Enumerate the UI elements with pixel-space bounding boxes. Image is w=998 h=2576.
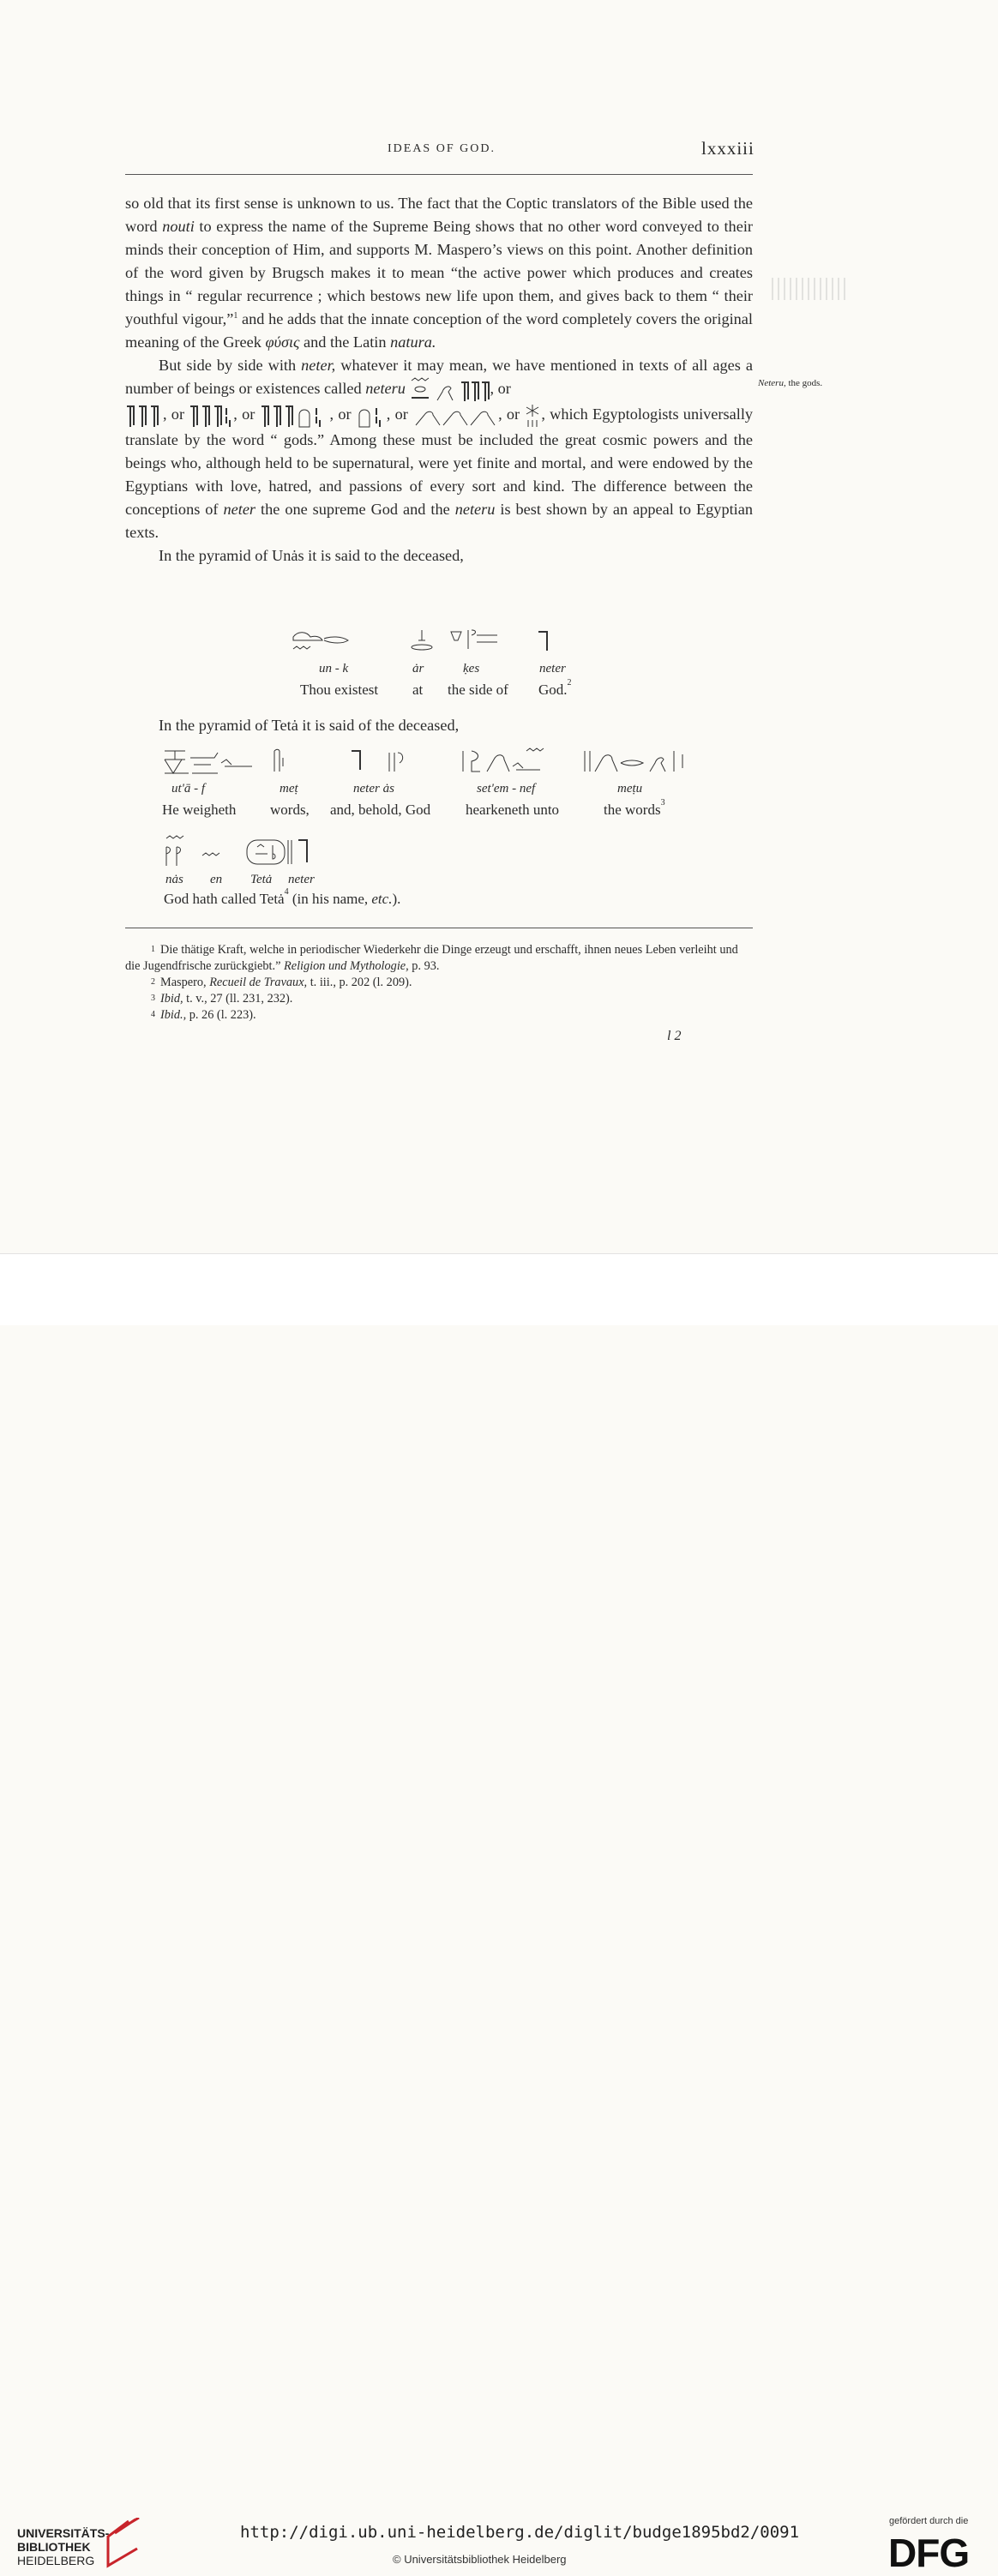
translation-unas-3: the side of xyxy=(448,682,508,698)
header-rule xyxy=(125,174,753,175)
margin-note: Neteru, the gods. xyxy=(758,378,823,388)
translit-teta-3: neter ȧs xyxy=(353,782,394,796)
viewer-footer xyxy=(0,1253,998,2575)
funding-caption: gefördert durch die xyxy=(889,2516,969,2526)
hieroglyph-neteru-2 xyxy=(125,403,163,429)
hieroglyph-neteru-4 xyxy=(260,403,330,429)
footnote-2: $^2$ Maspero, Recueil de Travaux, t. iii., p. 202 (l. 209). xyxy=(151,976,412,989)
signature-mark: l 2 xyxy=(667,1029,682,1043)
translit-teta-7: en xyxy=(210,873,223,886)
translit-teta-2: meṭ xyxy=(280,782,298,796)
translit-teta-8: Tetȧ xyxy=(250,873,273,886)
translation-teta-1: He weigheth xyxy=(162,802,237,818)
translit-unas-3: ḳes xyxy=(463,662,480,676)
translit-teta-4: set'em - nef xyxy=(477,782,536,796)
translit-teta-6: nȧs xyxy=(165,873,183,886)
translation-teta-4: hearkeneth unto xyxy=(466,802,560,818)
page-number: lxxxiii xyxy=(701,138,755,159)
hieroglyph-neteru-falcons xyxy=(412,403,498,429)
paragraph-4: In the pyramid of Tetȧ it is said of the deceased, xyxy=(159,717,460,734)
permalink-url[interactable]: http://digi.ub.uni-heidelberg.de/diglit/budge1895bd2/0091 xyxy=(240,2523,800,2542)
paragraph-2: But side by side with neter, whatever it may mean, we have mentioned in texts of all ages a number of beings or existences called neteru , or , or , or , or , or , or , which Egyptologists universally translate by the word “ gods.” Among these must be included the great cosmic powers and the beings who, although held to be supernatural, were yet finite and mortal, and were endowed by the Egyptians with love, hatred, and passions of every sort and kind. The difference between the conceptions of neter the one supreme God and the neteru is best shown by an appeal to Egyptian texts. xyxy=(125,357,754,541)
translit-unas-1: un - k xyxy=(319,662,349,676)
translit-teta-1: ut'ā - f xyxy=(171,782,206,796)
hieroglyph-neteru-5 xyxy=(356,403,387,429)
hieroglyph-line-teta-1 xyxy=(161,746,710,777)
hieroglyph-neteru-star xyxy=(524,403,541,429)
translit-unas-4: neter xyxy=(539,662,566,676)
hieroglyph-line-teta-2 xyxy=(161,832,324,869)
translit-unas-2: ȧr xyxy=(412,662,424,676)
translit-teta-5: meṭu xyxy=(617,782,643,796)
translation-teta-5: the words$^3$ xyxy=(604,798,665,818)
paragraph-3: In the pyramid of Unȧs it is said to the deceased, xyxy=(159,547,464,564)
translation-unas-1: Thou existest xyxy=(300,682,379,698)
library-logo[interactable]: UNIVERSITÄTS- BIBLIOTHEK HEIDELBERG xyxy=(17,2526,110,2567)
hieroglyph-neteru-3 xyxy=(189,403,233,429)
scanned-page xyxy=(0,0,998,1253)
bleed-through-mark xyxy=(772,278,849,300)
dfg-logo[interactable]: DFG xyxy=(888,2531,970,2575)
copyright-notice: © Universitätsbibliothek Heidelberg xyxy=(393,2553,567,2566)
running-head: IDEAS OF GOD. xyxy=(388,142,496,155)
hieroglyph-line-unas xyxy=(292,627,574,656)
footnote-3: $^3$ Ibid, t. v., 27 (ll. 231, 232). xyxy=(151,992,293,1006)
footnote-1: $^1$ Die thätige Kraft, welche in periodischer Wiederkehr die Dinge erzeugt und erschafft, ihnen neues Leben verleiht und die Jugendfrische zurückgiebt.” Religion und Mythologie, p. 93. xyxy=(125,943,738,973)
footnotes xyxy=(125,942,753,1024)
footnote-4: $^4$ Ibid., p. 26 (l. 223). xyxy=(151,1008,256,1022)
translation-unas-4: God.$^2$ xyxy=(538,678,572,698)
translation-unas-2: at xyxy=(412,682,424,698)
main-text xyxy=(125,192,753,567)
paragraph-1: so old that its first sense is unknown to us. The fact that the Coptic translators of the Bible used the word nouti to express the name of the Supreme Being shows that no other word conveyed to their minds their conception of Him, and supports M. Maspero’s views on this point. Another definition of the word given by Brugsch makes it to mean “the active power which produces and creates things in “ regular recurrence ; which bestows new life upon them, and gives back to them “ their youthful vigour,”$^1$ and he adds that the innate conception of the word completely covers the original meaning of the Greek φύσις and the Latin natura. xyxy=(125,195,753,351)
translation-teta-6: God hath called Tetȧ$^4$ (in his name, etc.). xyxy=(164,887,401,907)
translation-teta-2: words, xyxy=(270,802,310,818)
hieroglyph-neteru-1 xyxy=(410,377,490,403)
library-logo-icon xyxy=(103,2518,141,2571)
translit-teta-9: neter xyxy=(288,873,315,886)
translation-teta-3: and, behold, God xyxy=(330,802,431,818)
